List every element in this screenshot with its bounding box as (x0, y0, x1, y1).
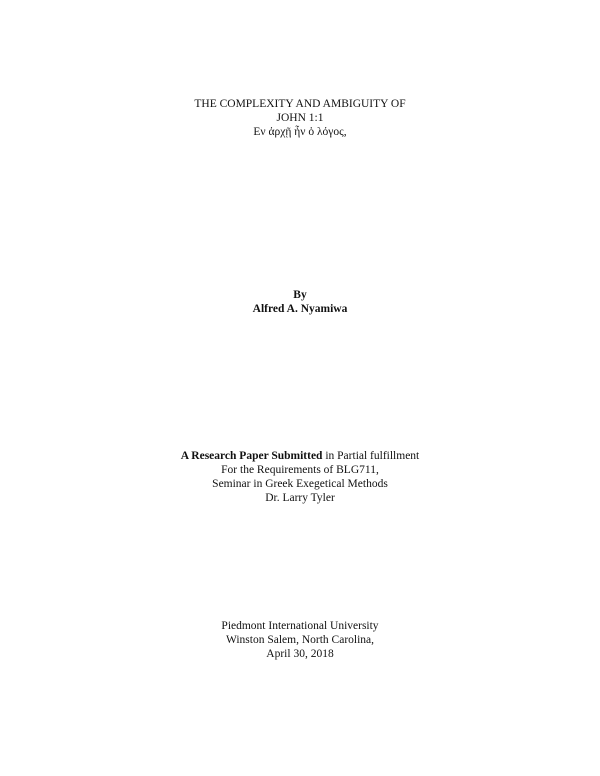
by-label: By (293, 289, 307, 301)
institution-location: Winston Salem, North Carolina, (225, 634, 375, 646)
submission-line-2: For the Requirements of BLG711, (221, 464, 379, 476)
title-block (0, 97, 600, 139)
institution-block (0, 619, 600, 661)
author-name: Alfred A. Nyamiwa (252, 303, 348, 315)
title-line-1: THE COMPLEXITY AND AMBIGUITY OF (194, 98, 406, 110)
instructor-name: Dr. Larry Tyler (265, 492, 335, 504)
submission-date: April 30, 2018 (266, 648, 334, 660)
submission-heading: A Research Paper Submitted (180, 450, 323, 462)
submission-block (0, 449, 600, 505)
author-block (0, 288, 600, 316)
submission-line-1-rest: in Partial fulfillment (322, 450, 420, 462)
institution-name: Piedmont International University (221, 620, 379, 632)
course-name: Seminar in Greek Exegetical Methods (212, 478, 388, 490)
submission-line-1 (0, 449, 600, 463)
title-line-2: JOHN 1:1 (276, 112, 324, 124)
greek-subtitle: Εν ἀρχῇ ἦν ὁ λόγος, (253, 126, 347, 138)
